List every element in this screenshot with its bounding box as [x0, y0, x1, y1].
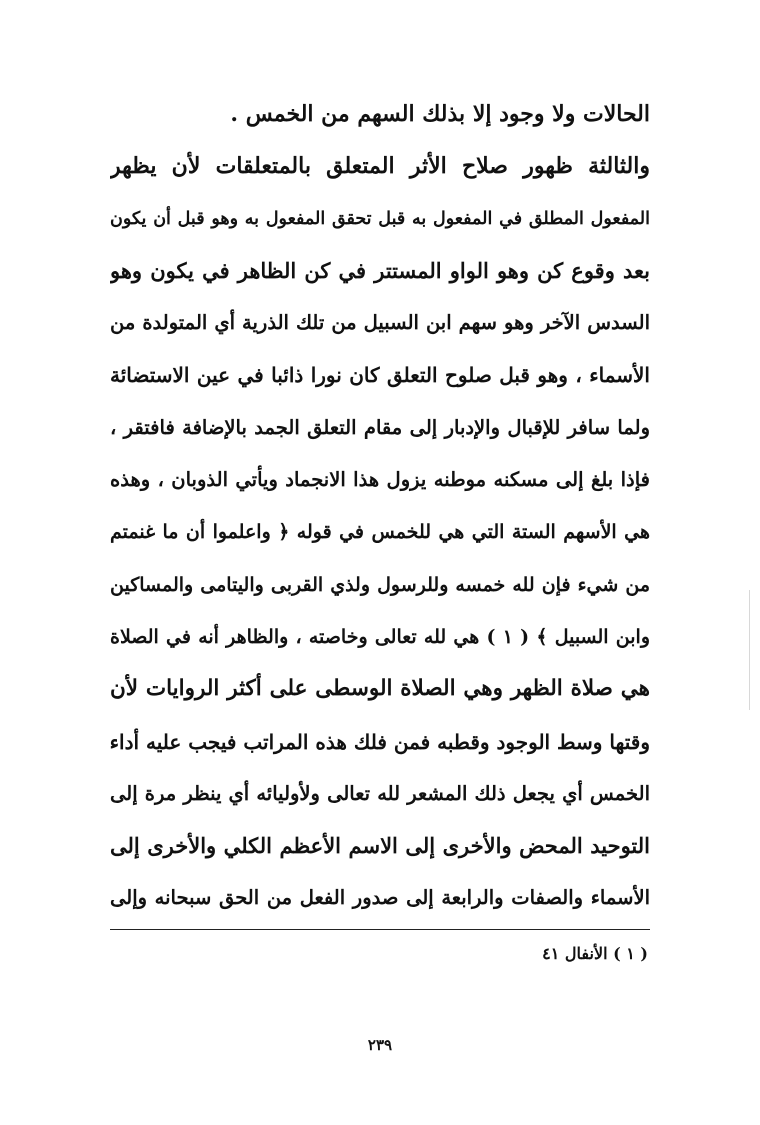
body-line: وقتها وسط الوجود وقطبه فمن فلك هذه المراتب فيجب عليه أداء: [110, 729, 650, 754]
body-line: ولما سافر للإقبال والإدبار إلى مقام التعلق الجمد بالإضافة فافتقر ،: [110, 415, 650, 439]
body-line: وابن السبيل ﴾ ( ١ ) هي لله تعالى وخاصته ، والظاهر أنه في الصلاة: [110, 625, 650, 648]
footnote-divider: [110, 929, 650, 930]
page-edge-line: [749, 590, 750, 710]
body-line: الأسماء ، وهو قبل صلوح التعلق كان نورا ذائبا في عين الاستضائة: [110, 363, 650, 388]
body-line: الخمس أي يجعل ذلك المشعر لله تعالى ولأوليائه أي ينظر مرة إلى: [110, 781, 650, 805]
body-line: الأسماء والصفات والرابعة إلى صدور الفعل من الحق سبحانه وإلى: [110, 886, 650, 910]
body-line: الحالات ولا وجود إلا بذلك السهم من الخمس .: [230, 101, 650, 127]
body-line: فإذا بلغ إلى مسكنه موطنه يزول هذا الانجماد ويأتي الذوبان ، وهذه: [110, 468, 650, 492]
body-line: السدس الآخر وهو سهم ابن السبيل من تلك الذرية أي المتولدة من: [110, 311, 650, 335]
body-line: التوحيد المحض والأخرى إلى الاسم الأعظم الكلي والأخرى إلى: [110, 833, 650, 859]
body-line: هي الأسهم الستة التي هي للخمس في قوله ﴿ واعلموا أن ما غنمتم: [110, 521, 650, 544]
body-line: من شيء فإن لله خمسه وللرسول ولذي القربى واليتامى والمساكين: [110, 573, 650, 596]
body-line: والثالثة ظهور صلاح الأثر المتعلق بالمتعلقات لأن يظهر: [110, 153, 650, 180]
body-text: [110, 88, 650, 925]
body-line: بعد وقوع كن وهو الواو المستتر في كن الظاهر في يكون وهو: [110, 257, 650, 283]
footnote: ( ١ ) الأنفال ٤١: [542, 944, 648, 963]
body-line: المفعول المطلق في المفعول به قبل تحقق المفعول به وهو قبل أن يكون: [110, 208, 650, 229]
body-line: هي صلاة الظهر وهي الصلاة الوسطى على أكثر الروايات لأن: [110, 676, 650, 702]
page-number: ٢٣٩: [367, 1036, 393, 1054]
